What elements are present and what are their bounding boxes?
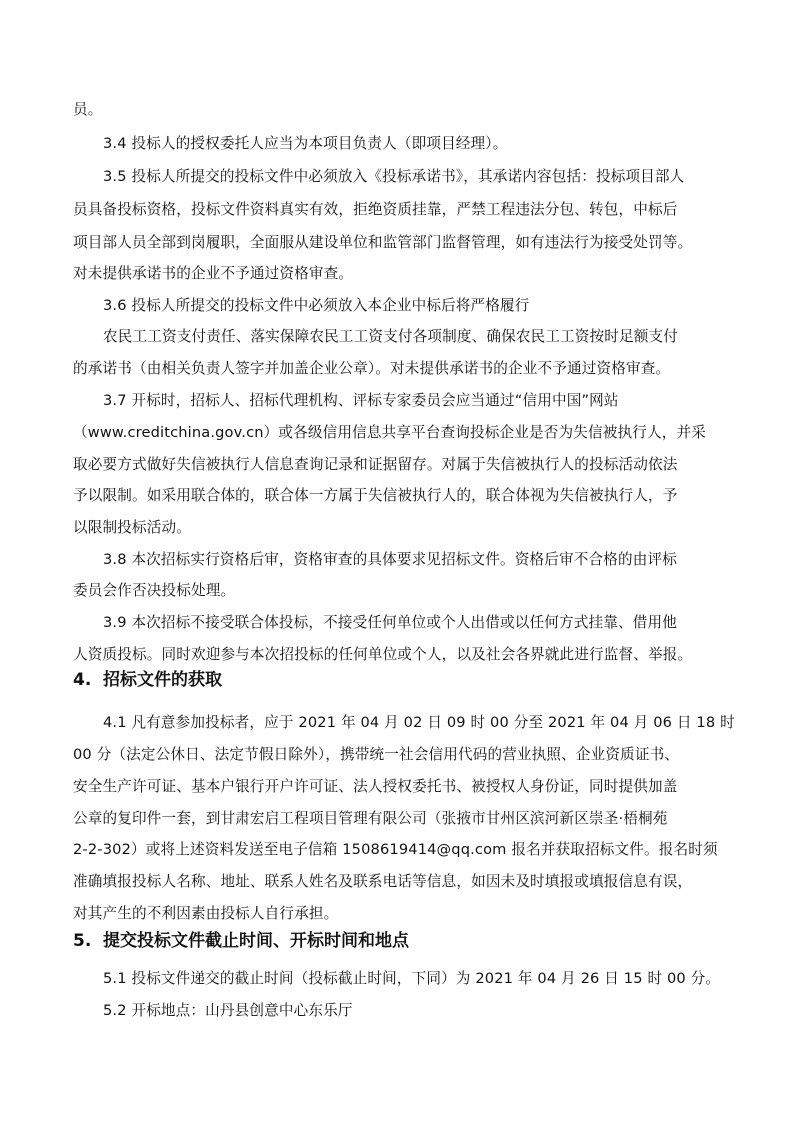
text-line: 取必要方式做好失信被执行人信息查询记录和证据留存。对属于失信被执行人的投标活动依法 (73, 456, 678, 473)
text-line: 员具备投标资格，投标文件资料真实有效，拒绝资质挂靠，严禁工程违法分包、转包，中标后 (73, 201, 678, 218)
text-line: 3.5 投标人所提交的投标文件中必须放入《投标承诺书》，其承诺内容包括：投标项目部人 (103, 168, 685, 185)
section-title: 提交投标文件截止时间、开标时间和地点 (103, 931, 409, 951)
section-title: 招标文件的获取 (103, 670, 222, 690)
text-line: 安全生产许可证、基本户银行开户许可证、法人授权委托书、被授权人身份证，同时提供加盖 (73, 778, 678, 795)
text-line: 5.2 开标地点：山丹县创意中心东乐厅 (103, 1002, 353, 1019)
text-line: 3.9 本次招标不接受联合体投标，不接受任何单位或个人出借或以任何方式挂靠、借用他 (103, 614, 677, 631)
text-line: 农民工工资支付责任、落实保障农民工工资支付各项制度、确保农民工工资按时足额支付 (103, 328, 679, 345)
text-line: 的承诺书（由相关负责人签字并加盖企业公章）。对未提供承诺书的企业不予通过资格审查。 (73, 360, 671, 377)
text-line: 人资质投标。同时欢迎参与本次招投标的任何单位或个人，以及社会各界就此进行监督、举报。 (73, 646, 693, 663)
section-number: 5. (73, 931, 92, 951)
text-line: 3.6 投标人所提交的投标文件中必须放入本企业中标后将严格履行 (103, 297, 530, 314)
text-line: 以限制投标活动。 (73, 519, 191, 536)
text-line: 3.7 开标时，招标人、招标代理机构、评标专家委员会应当通过“信用中国”网站 (103, 392, 619, 409)
text-line: 公章的复印件一套，到甘肃宏启工程项目管理有限公司（张掖市甘州区滨河新区崇圣·梧桐苑 (73, 810, 668, 827)
section-heading-4 (73, 668, 222, 692)
text-line: 项目部人员全部到岗履职，全面服从建设单位和监管部门监督管理，如有违法行为接受处罚等。 (73, 234, 693, 251)
text-line: （www.creditchina.gov.cn）或各级信用信息共享平台查询投标企业是否为失信被执行人，并采 (73, 424, 706, 441)
text-line: 对其产生的不利因素由投标人自行承担。 (73, 905, 339, 922)
text-line: 员。 (73, 101, 103, 118)
text-line: 3.8 本次招标实行资格后审，资格审查的具体要求见招标文件。资格后审不合格的由评标 (103, 551, 677, 568)
text-line: 准确填报投标人名称、地址、联系人姓名及联系电话等信息，如因未及时填报或填报信息有误， (73, 873, 693, 890)
text-line: 予以限制。如采用联合体的，联合体一方属于失信被执行人的，联合体视为失信被执行人，予 (73, 487, 678, 504)
text-line: 3.4 投标人的授权委托人应当为本项目负责人（即项目经理）。 (103, 135, 508, 152)
text-line: 对未提供承诺书的企业不予通过资格审查。 (73, 265, 354, 282)
text-line: 00 分（法定公休日、法定节假日除外），携带统一社会信用代码的营业执照、企业资质证书、 (73, 746, 680, 763)
text-line: 4.1 凡有意参加投标者，应于 2021 年 04 月 02 日 09 时 00 分至 2021 年 04 月 06 日 18 时 (103, 714, 735, 731)
section-heading-5 (73, 929, 409, 953)
text-line: 5.1 投标文件递交的截止时间（投标截止时间，下同）为 2021 年 04 月 26 日 15 时 00 分。 (103, 970, 721, 987)
text-line: 委员会作否决投标处理。 (73, 582, 236, 599)
section-number: 4. (73, 670, 92, 690)
text-line: 2-2-302）或将上述资料发送至电子信箱 1508619414@qq.com 报名并获取招标文件。报名时须 (73, 841, 718, 858)
